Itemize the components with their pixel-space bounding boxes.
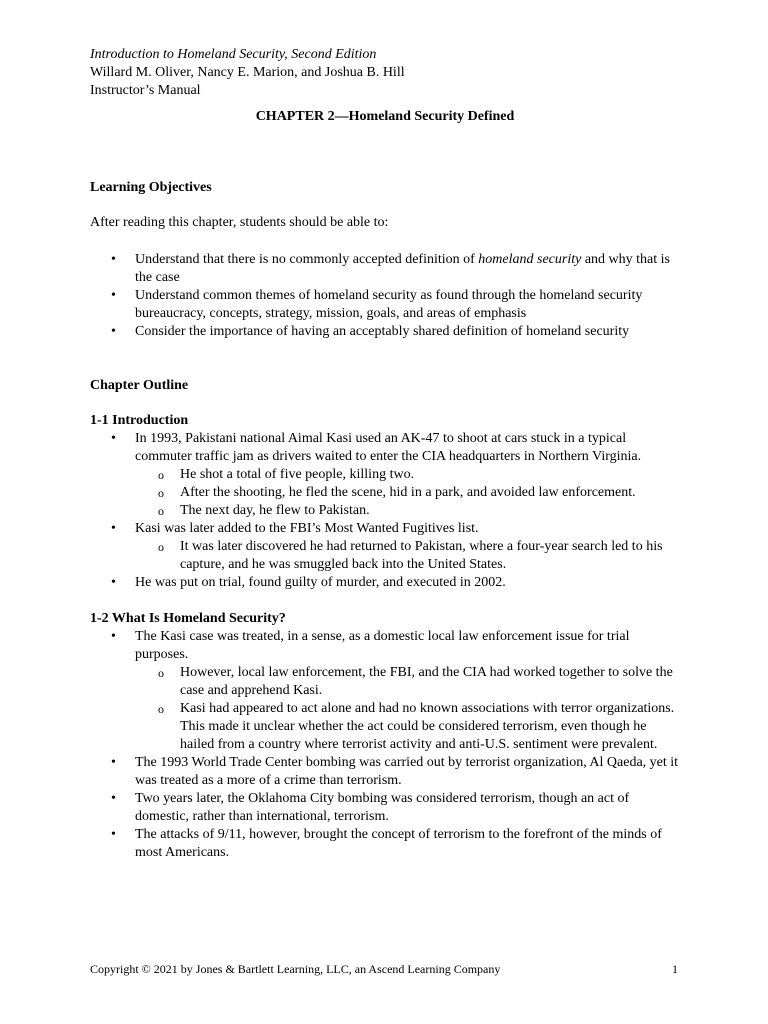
list-item-text: Kasi was later added to the FBI’s Most Wanted Fugitives list. <box>135 521 479 536</box>
chapter-title: CHAPTER 2—Homeland Security Defined <box>255 109 515 124</box>
section-list <box>90 628 680 862</box>
authors: Willard M. Oliver, Nancy E. Marion, and Joshua B. Hill <box>90 65 405 80</box>
objective-text: Understand that there is no commonly accepted definition of <box>135 252 479 267</box>
objective-item: • Understand common themes of homeland security as found through the homeland security bureaucracy, concepts, strategy, mission, goals, and areas of emphasis <box>90 287 680 323</box>
objectives-list <box>90 251 680 341</box>
objective-emphasis: homeland security <box>478 252 582 267</box>
list-item <box>90 520 680 574</box>
book-title: Introduction to Homeland Security, Second Edition <box>90 47 377 62</box>
sub-list <box>135 664 680 754</box>
page-footer <box>90 961 678 977</box>
list-item: • The 1993 World Trade Center bombing was carried out by terrorist organization, Al Qaeda, yet it was treated as a more of a crime than terrorism. <box>90 754 680 790</box>
sub-list-item: o The next day, he flew to Pakistan. <box>135 502 680 520</box>
section-heading: 1-1 Introduction <box>90 413 189 428</box>
list-item: • Two years later, the Oklahoma City bombing was considered terrorism, though an act of domestic, rather than international, terrorism. <box>90 790 680 826</box>
list-item-text: The Kasi case was treated, in a sense, as a domestic local law enforcement issue for trial purposes. <box>135 629 630 662</box>
sub-list-item: o It was later discovered he had returned to Pakistan, where a four-year search led to his capture, and he was smuggled back into the United States. <box>135 538 680 574</box>
sub-list <box>135 538 680 574</box>
section-heading: 1-2 What Is Homeland Security? <box>90 611 286 626</box>
outline-heading: Chapter Outline <box>90 378 189 393</box>
sub-list-item: o He shot a total of five people, killing two. <box>135 466 680 484</box>
manual-label: Instructor’s Manual <box>90 83 201 98</box>
list-item <box>90 430 680 520</box>
page-content <box>90 46 680 862</box>
sub-list-item: o After the shooting, he fled the scene, hid in a park, and avoided law enforcement. <box>135 484 680 502</box>
list-item: • He was put on trial, found guilty of murder, and executed in 2002. <box>90 574 680 592</box>
list-item-text: In 1993, Pakistani national Aimal Kasi used an AK-47 to shoot at cars stuck in a typical commuter traffic jam as drivers waited to enter the CIA headquarters in Northern Virginia. <box>135 431 642 464</box>
sub-list <box>135 466 680 520</box>
objective-item: • Consider the importance of having an acceptably shared definition of homeland security <box>90 323 680 341</box>
objectives-heading: Learning Objectives <box>90 180 212 195</box>
copyright-notice: Copyright © 2021 by Jones & Bartlett Learning, LLC, an Ascend Learning Company <box>90 962 501 976</box>
objectives-intro: After reading this chapter, students should be able to: <box>90 215 389 230</box>
list-item <box>90 628 680 754</box>
list-item: • The attacks of 9/11, however, brought the concept of terrorism to the forefront of the minds of most Americans. <box>90 826 680 862</box>
sub-list-item: o However, local law enforcement, the FBI, and the CIA had worked together to solve the case and apprehend Kasi. <box>135 664 680 700</box>
objective-text: and why that is the case <box>135 252 670 285</box>
section-list <box>90 430 680 592</box>
objective-item <box>90 251 680 287</box>
sub-list-item: o Kasi had appeared to act alone and had no known associations with terror organizations. This made it unclear whether the act could be considered terrorism, even though he hailed from a country where terrorist activity and anti-U.S. sentiment were prevalent. <box>135 700 680 754</box>
page-number: 1 <box>672 962 678 976</box>
